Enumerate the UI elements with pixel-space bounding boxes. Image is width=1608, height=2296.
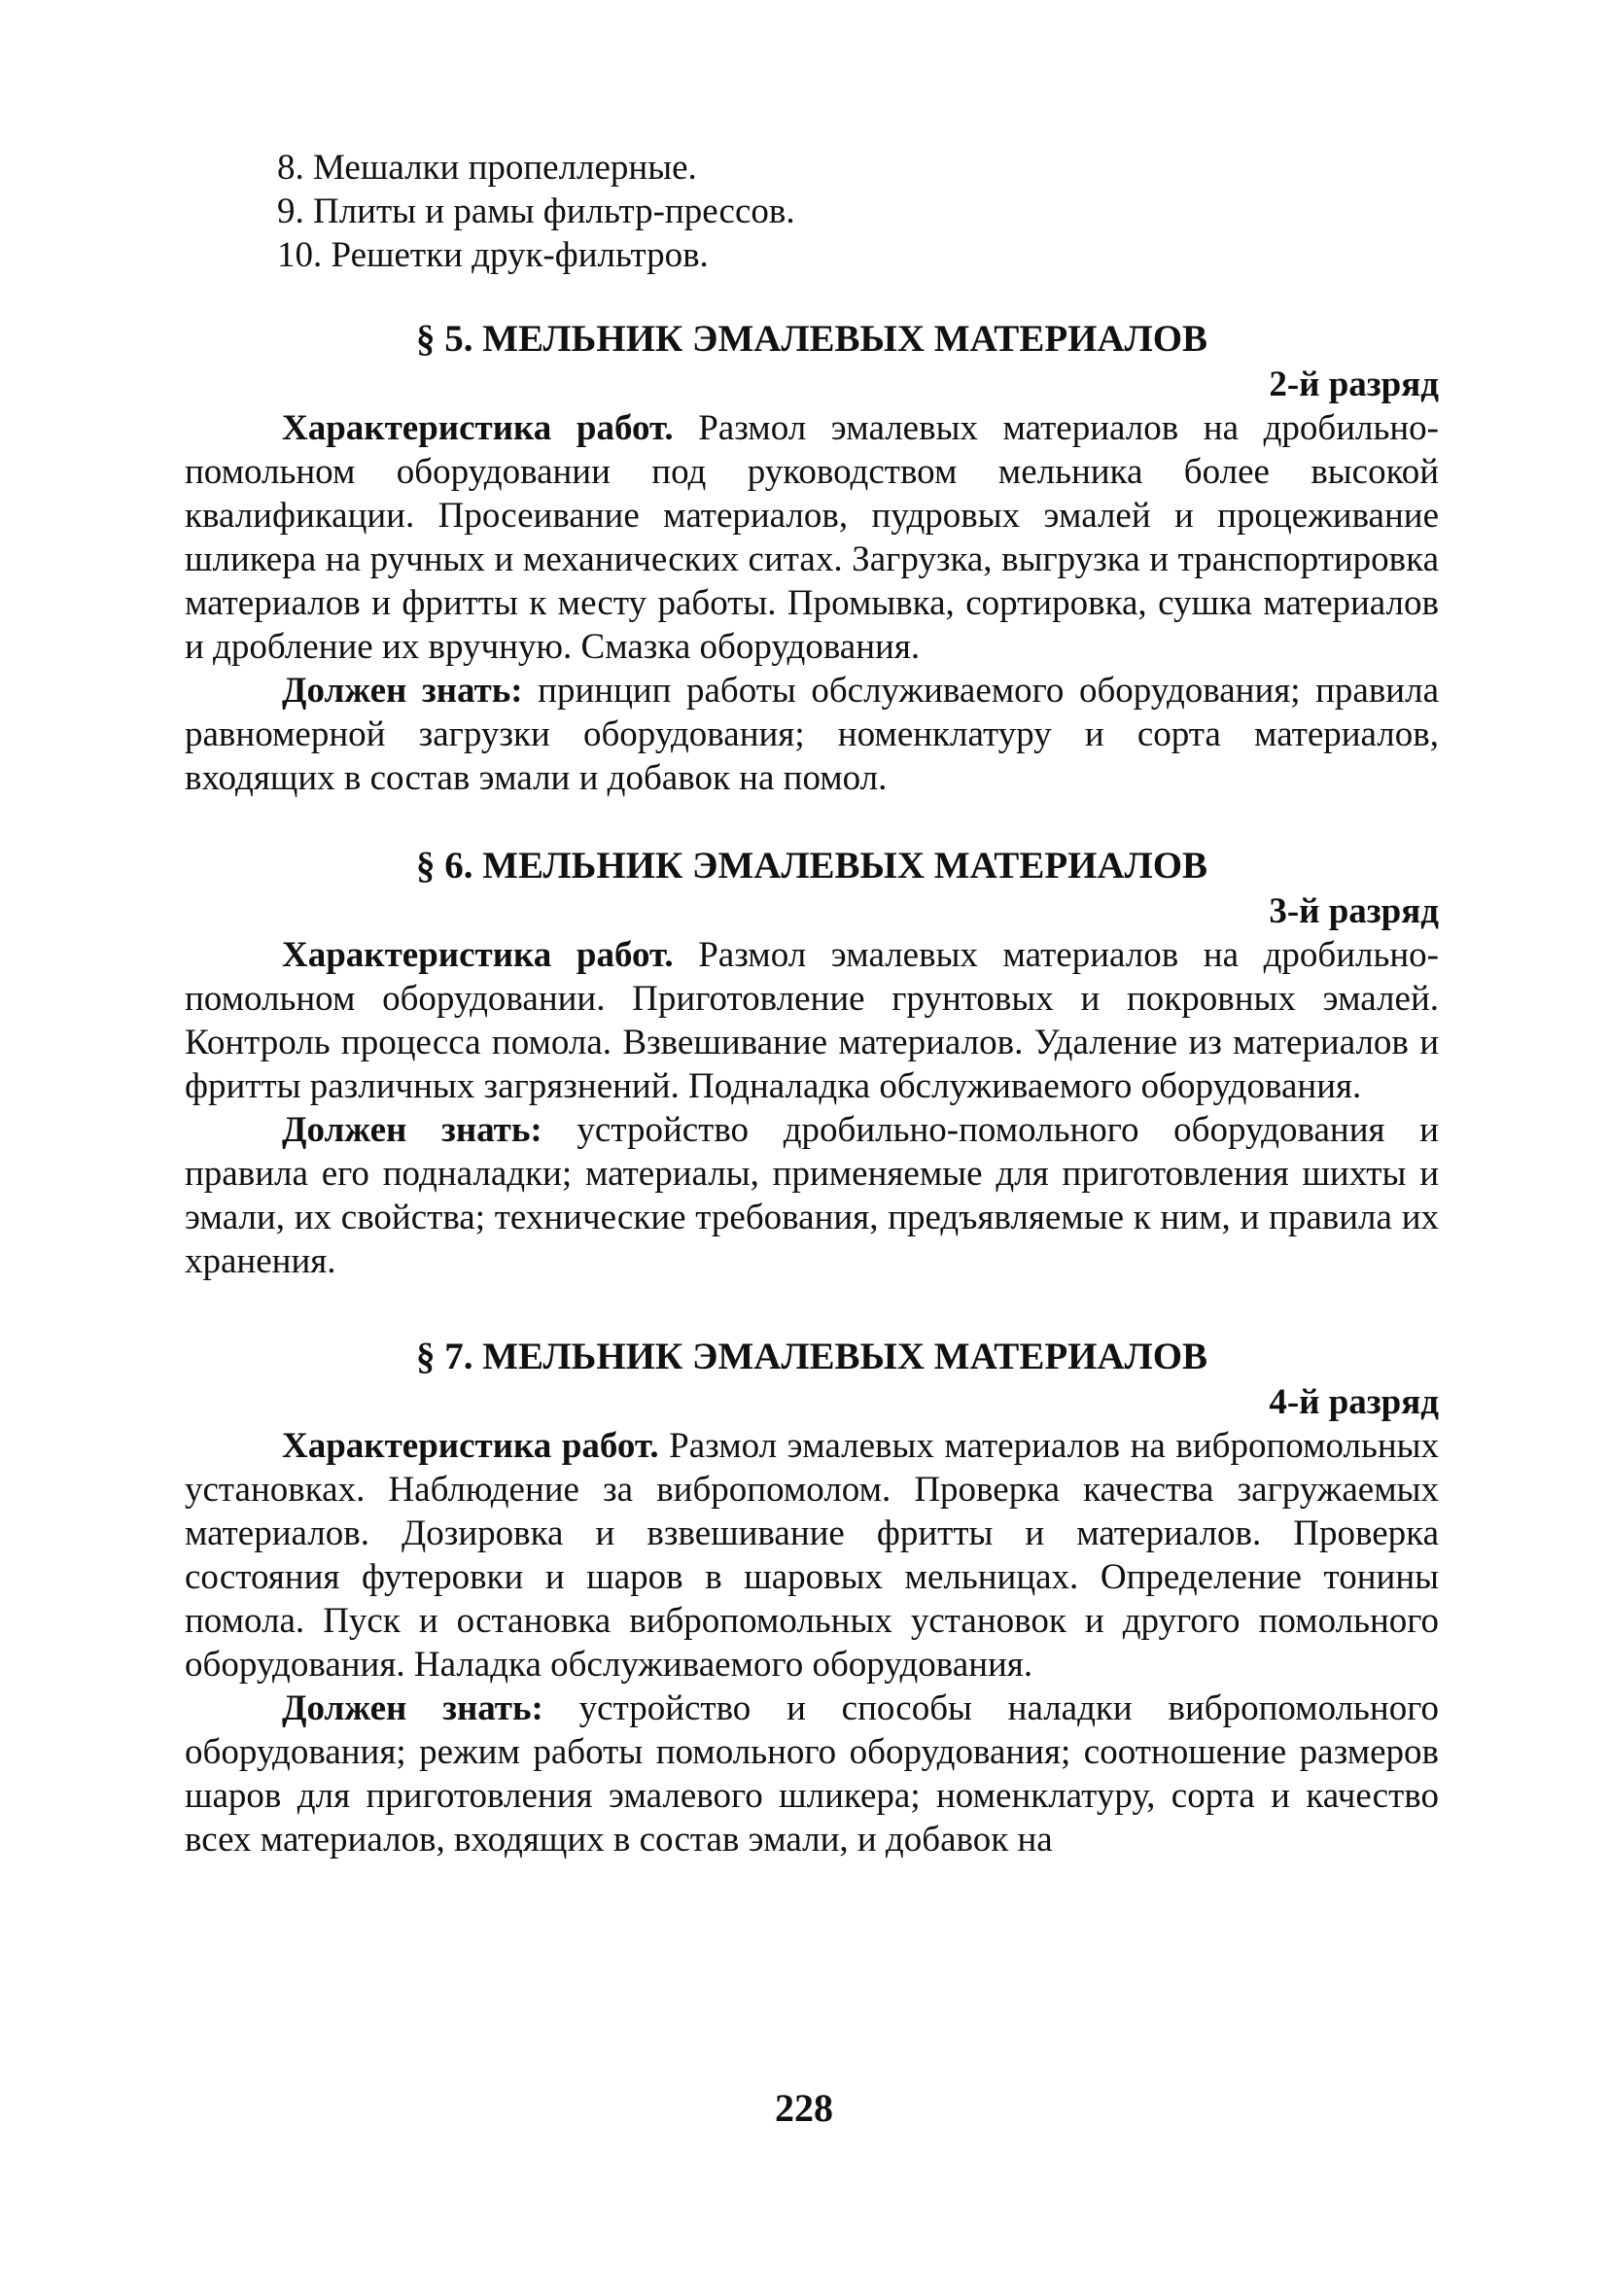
- grade-label: 2-й разряд: [1269, 365, 1439, 404]
- paragraph-lead: Характеристика работ.: [282, 408, 674, 448]
- paragraph-lead: Характеристика работ.: [282, 935, 674, 975]
- section-heading: § 5. МЕЛЬНИК ЭМАЛЕВЫХ МАТЕРИАЛОВ: [415, 318, 1208, 360]
- grade-label: 3-й разряд: [1269, 891, 1439, 931]
- section-7: [185, 1334, 1439, 1861]
- page-content: [185, 146, 1439, 1861]
- section-6: [185, 843, 1439, 1283]
- must-know-paragraph: [185, 1108, 1439, 1283]
- paragraph-text: Размол эмалевых материалов на дробильно-помольном оборудовании. Приготовление грунтовых и покровных эмалей. Контроль процесса помола. Взвешивание материалов. Удаление из материалов и фритты различных загрязнений. Подналадка обслуживаемого оборудования.: [185, 935, 1439, 1106]
- paragraph-text: Размол эмалевых материалов на вибропомольных установках. Наблюдение за вибропомолом. Проверка качества загружаемых материалов. Дозировка и взвешивание фритты и материалов. Проверка состояния футеровки и шаров в шаровых мельницах. Определение тонины помола. Пуск и остановка вибропомольных установок и другого помольного оборудования. Наладка обслуживаемого оборудования.: [185, 1426, 1440, 1685]
- grade-label: 4-й разряд: [1269, 1382, 1439, 1422]
- must-know-paragraph: [185, 669, 1439, 800]
- list-item: 10. Решетки друк-фильтров.: [277, 235, 709, 275]
- paragraph-text: принцип работы обслуживаемого оборудования; правила равномерной загрузки оборудования; номенклатуру и сорта материалов, входящих в состав эмали и добавок на помол.: [185, 671, 1439, 798]
- list-item: 9. Плиты и рамы фильтр-прессов.: [277, 191, 795, 231]
- paragraph-lead: Должен знать:: [282, 1110, 542, 1150]
- paragraph-lead: Должен знать:: [282, 1688, 543, 1728]
- section-5: [185, 316, 1439, 800]
- section-heading: § 6. МЕЛЬНИК ЭМАЛЕВЫХ МАТЕРИАЛОВ: [415, 845, 1208, 887]
- paragraph-text: устройство и способы наладки вибропомольного оборудования; режим работы помольного оборудования; соотношение размеров шаров для приготовления эмалевого шликера; номенклатуру, сорта и качество всех материалов, входящих в состав эмали, и добавок на: [185, 1688, 1439, 1860]
- paragraph-lead: Должен знать:: [282, 671, 523, 711]
- work-characteristics-paragraph: [185, 933, 1439, 1108]
- work-characteristics-paragraph: [185, 406, 1439, 669]
- must-know-paragraph: [185, 1687, 1439, 1861]
- list-item: 8. Мешалки пропеллерные.: [277, 148, 697, 188]
- work-characteristics-paragraph: [185, 1424, 1439, 1687]
- paragraph-text: Размол эмалевых материалов на дробильно-помольном оборудовании под руководством мельника более высокой квалификации. Просеивание материалов, пудровых эмалей и процеживание шликера на ручных и механических ситах. Загрузка, выгрузка и транспортировка материалов и фритты к месту работы. Промывка, сортировка, сушка материалов и дробление их вручную. Смазка оборудования.: [185, 408, 1439, 667]
- paragraph-text: устройство дробильно-помольного оборудования и правила его подналадки; материалы, применяемые для приготовления шихты и эмали, их свойства; технические требования, предъявляемые к ним, и правила их хранения.: [185, 1110, 1439, 1281]
- section-heading: § 7. МЕЛЬНИК ЭМАЛЕВЫХ МАТЕРИАЛОВ: [415, 1336, 1208, 1377]
- paragraph-lead: Характеристика работ.: [282, 1426, 659, 1466]
- page-number: 228: [775, 2086, 833, 2130]
